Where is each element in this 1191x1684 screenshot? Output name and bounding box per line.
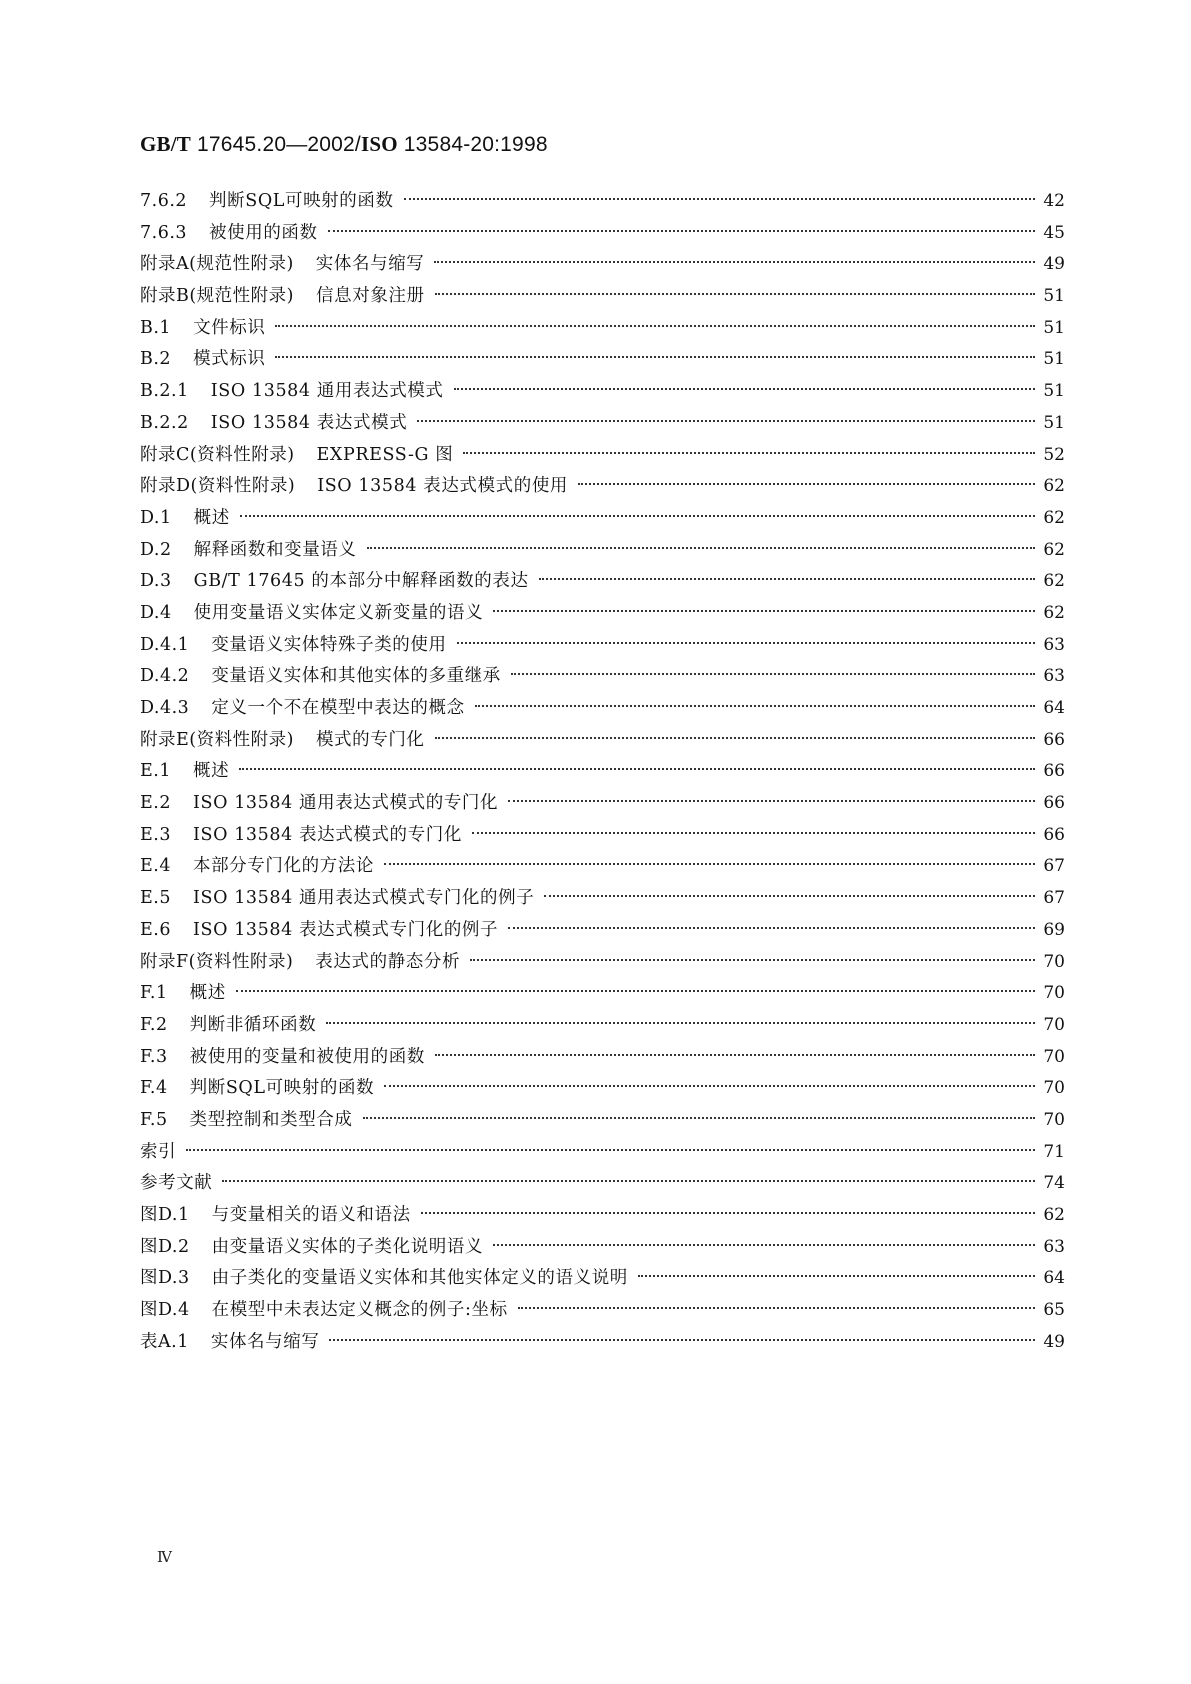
toc-entry-title: 被使用的变量和被使用的函数 xyxy=(189,1046,425,1067)
toc-entry-page: 51 xyxy=(1043,317,1065,338)
toc-entry[interactable] xyxy=(140,1105,1065,1137)
toc-entry-title: 实体名与缩写 xyxy=(210,1331,320,1352)
toc-entry[interactable] xyxy=(140,693,1065,725)
toc-entry[interactable] xyxy=(140,471,1065,503)
toc-entry-page: 62 xyxy=(1043,476,1065,497)
toc-entry-number: B.2.1 xyxy=(140,381,189,402)
toc-entry[interactable] xyxy=(140,249,1065,281)
table-of-contents xyxy=(140,186,1065,1358)
toc-dot-leader xyxy=(508,800,1035,802)
toc-entry-page: 62 xyxy=(1043,539,1065,560)
toc-entry-page: 66 xyxy=(1043,793,1065,814)
header-iso-number: 13584-20:1998 xyxy=(397,133,548,156)
toc-entry-page: 62 xyxy=(1043,571,1065,592)
toc-entry-number: E.5 xyxy=(140,888,171,909)
toc-dot-leader xyxy=(435,1054,1035,1056)
toc-entry-title: 概述 xyxy=(189,983,226,1004)
toc-entry-page: 70 xyxy=(1043,1046,1065,1067)
toc-dot-leader xyxy=(493,1244,1035,1246)
toc-dot-leader xyxy=(508,927,1035,929)
toc-dot-leader xyxy=(493,610,1035,612)
toc-dot-leader xyxy=(384,863,1035,865)
toc-dot-leader xyxy=(275,356,1035,358)
toc-entry[interactable] xyxy=(140,788,1065,820)
toc-entry-page: 64 xyxy=(1043,698,1065,718)
toc-dot-leader xyxy=(186,1149,1035,1151)
toc-dot-leader xyxy=(421,1212,1035,1214)
toc-entry-number: B.1 xyxy=(140,317,172,338)
toc-entry[interactable] xyxy=(140,376,1065,408)
toc-entry-number: D.4.1 xyxy=(140,634,190,655)
toc-entry-title: 使用变量语义实体定义新变量的语义 xyxy=(193,602,484,623)
toc-entry-number: 表A.1 xyxy=(140,1331,189,1352)
toc-dot-leader xyxy=(518,1307,1035,1309)
toc-dot-leader xyxy=(638,1275,1035,1277)
toc-entry-page: 49 xyxy=(1043,254,1065,275)
toc-entry-number: D.2 xyxy=(140,539,172,560)
toc-entry-page: 52 xyxy=(1043,444,1065,465)
toc-dot-leader xyxy=(236,990,1035,992)
toc-entry-number: E.4 xyxy=(140,856,171,877)
toc-entry[interactable] xyxy=(140,1073,1065,1105)
toc-dot-leader xyxy=(384,1085,1035,1087)
toc-entry-title: 解释函数和变量语义 xyxy=(193,539,357,560)
toc-entry-number: 图D.2 xyxy=(140,1236,190,1257)
toc-entry[interactable] xyxy=(140,566,1065,598)
toc-dot-leader xyxy=(435,737,1035,739)
toc-entry[interactable] xyxy=(140,1010,1065,1042)
toc-dot-leader xyxy=(544,895,1035,897)
toc-entry-page: 71 xyxy=(1043,1141,1065,1162)
toc-dot-leader xyxy=(463,452,1035,454)
toc-entry-number: 图D.1 xyxy=(140,1205,190,1225)
toc-entry-page: 70 xyxy=(1043,1109,1065,1130)
toc-entry-page: 70 xyxy=(1043,1078,1065,1099)
toc-entry-page: 51 xyxy=(1043,286,1065,307)
toc-dot-leader xyxy=(326,1022,1035,1024)
toc-entry[interactable] xyxy=(140,630,1065,662)
toc-entry-page: 62 xyxy=(1043,1205,1065,1225)
toc-entry-number: 附录C(资料性附录) xyxy=(140,444,295,465)
toc-entry-number: D.4.2 xyxy=(140,666,190,687)
toc-entry-number: 7.6.2 xyxy=(140,191,188,211)
toc-dot-leader xyxy=(367,547,1035,549)
toc-entry-number: 附录A(规范性附录) xyxy=(140,254,294,275)
toc-entry-number: F.2 xyxy=(140,1014,168,1035)
toc-entry-number: 附录E(资料性附录) xyxy=(140,729,294,750)
toc-entry-title: 模式的专门化 xyxy=(315,729,425,750)
toc-dot-leader xyxy=(240,515,1035,517)
toc-entry-title: 文件标识 xyxy=(193,317,266,338)
toc-dot-leader xyxy=(457,642,1035,644)
toc-dot-leader xyxy=(328,230,1035,232)
toc-entry-number: 7.6.3 xyxy=(140,222,188,243)
toc-entry-page: 51 xyxy=(1043,349,1065,370)
toc-entry-page: 49 xyxy=(1043,1331,1065,1352)
toc-entry-title: ISO 13584 表达式模式的专门化 xyxy=(192,824,462,845)
toc-entry-title: ISO 13584 通用表达式模式专门化的例子 xyxy=(192,888,535,909)
toc-entry-number: E.3 xyxy=(140,824,171,845)
toc-entry-title: 定义一个不在模型中表达的概念 xyxy=(211,698,465,718)
toc-entry-number: 附录B(规范性附录) xyxy=(140,286,295,307)
toc-entry-number: 附录F(资料性附录) xyxy=(140,951,294,972)
toc-entry[interactable] xyxy=(140,915,1065,947)
toc-entry-number: D.4.3 xyxy=(140,698,190,718)
toc-dot-leader xyxy=(511,673,1035,675)
toc-entry-title: 信息对象注册 xyxy=(316,286,425,307)
toc-dot-leader xyxy=(363,1117,1035,1119)
toc-entry-title: 概述 xyxy=(193,507,230,528)
toc-entry-title: 与变量相关的语义和语法 xyxy=(211,1205,411,1225)
toc-entry-title: ISO 13584 表达式模式的使用 xyxy=(317,476,569,497)
toc-entry-number: 附录D(资料性附录) xyxy=(140,476,296,497)
toc-dot-leader xyxy=(329,1339,1035,1341)
toc-entry-number: 图D.3 xyxy=(140,1268,190,1289)
toc-entry[interactable] xyxy=(140,186,1065,218)
toc-entry-page: 69 xyxy=(1043,919,1065,940)
toc-entry-title: ISO 13584 表达式模式 xyxy=(210,412,408,433)
toc-entry-title: ISO 13584 通用表达式模式的专门化 xyxy=(192,793,499,814)
header-number: 17645.20—2002/ xyxy=(190,133,361,156)
toc-entry-title: 判断SQL可映射的函数 xyxy=(209,191,394,211)
toc-entry-number: D.4 xyxy=(140,602,172,623)
toc-entry[interactable] xyxy=(140,313,1065,345)
toc-entry[interactable] xyxy=(140,408,1065,440)
toc-entry-number: B.2 xyxy=(140,349,172,370)
toc-entry-title: 在模型中未表达定义概念的例子:坐标 xyxy=(211,1300,508,1321)
toc-entry[interactable] xyxy=(140,1042,1065,1074)
toc-entry-title: ISO 13584 通用表达式模式 xyxy=(210,381,444,402)
toc-dot-leader xyxy=(472,832,1035,834)
toc-entry-title: 被使用的函数 xyxy=(209,222,318,243)
toc-entry-title: EXPRESS-G 图 xyxy=(316,444,454,465)
toc-dot-leader xyxy=(404,198,1035,200)
toc-entry-title: 判断SQL可映射的函数 xyxy=(189,1078,375,1099)
toc-entry-page: 64 xyxy=(1043,1268,1065,1289)
toc-entry-title: ISO 13584 表达式模式专门化的例子 xyxy=(192,919,499,940)
toc-dot-leader xyxy=(475,705,1035,707)
toc-entry[interactable] xyxy=(140,661,1065,693)
toc-entry[interactable] xyxy=(140,1295,1065,1327)
toc-entry-page: 74 xyxy=(1043,1173,1065,1194)
toc-entry[interactable] xyxy=(140,598,1065,630)
toc-entry[interactable] xyxy=(140,503,1065,535)
toc-entry[interactable] xyxy=(140,820,1065,852)
toc-entry-number: D.3 xyxy=(140,571,172,592)
toc-entry-page: 51 xyxy=(1043,381,1065,402)
toc-entry-page: 67 xyxy=(1043,856,1065,877)
toc-entry[interactable] xyxy=(140,883,1065,915)
toc-entry-number: E.2 xyxy=(140,793,171,814)
toc-entry-page: 70 xyxy=(1043,1014,1065,1035)
toc-entry[interactable] xyxy=(140,1137,1065,1169)
toc-entry-title: 由变量语义实体的子类化说明语义 xyxy=(211,1236,484,1257)
toc-entry[interactable] xyxy=(140,1327,1065,1359)
toc-entry-page: 70 xyxy=(1043,983,1065,1004)
page-number: Ⅳ xyxy=(157,1548,172,1566)
toc-entry-number: E.1 xyxy=(140,761,171,782)
toc-entry-title: GB/T 17645 的本部分中解释函数的表达 xyxy=(193,571,529,592)
toc-entry[interactable] xyxy=(140,1200,1065,1232)
toc-entry-page: 63 xyxy=(1043,634,1065,655)
toc-entry-page: 67 xyxy=(1043,888,1065,909)
toc-entry-title: 类型控制和类型合成 xyxy=(189,1109,353,1130)
toc-entry[interactable] xyxy=(140,756,1065,788)
toc-entry-page: 70 xyxy=(1043,951,1065,972)
toc-dot-leader xyxy=(470,959,1035,961)
toc-dot-leader xyxy=(539,578,1035,580)
toc-entry[interactable] xyxy=(140,440,1065,472)
toc-entry-title: 实体名与缩写 xyxy=(315,254,425,275)
toc-entry[interactable] xyxy=(140,535,1065,567)
toc-entry[interactable] xyxy=(140,218,1065,250)
toc-entry-page: 66 xyxy=(1043,761,1065,782)
toc-entry-title: 变量语义实体和其他实体的多重继承 xyxy=(211,666,501,687)
toc-entry-page: 42 xyxy=(1043,191,1065,211)
toc-entry[interactable] xyxy=(140,947,1065,979)
toc-dot-leader xyxy=(435,293,1035,295)
toc-dot-leader xyxy=(454,388,1035,390)
toc-entry-title: 参考文献 xyxy=(140,1173,213,1194)
toc-entry-number: F.4 xyxy=(140,1078,168,1099)
toc-dot-leader xyxy=(275,325,1035,327)
toc-entry-number: 图D.4 xyxy=(140,1300,190,1321)
toc-dot-leader xyxy=(578,483,1035,485)
toc-entry-title: 本部分专门化的方法论 xyxy=(192,856,374,877)
toc-entry-page: 45 xyxy=(1043,222,1065,243)
toc-entry[interactable] xyxy=(140,978,1065,1010)
toc-entry-number: F.1 xyxy=(140,983,168,1004)
toc-entry-page: 62 xyxy=(1043,602,1065,623)
toc-entry-title: 变量语义实体特殊子类的使用 xyxy=(211,634,447,655)
toc-dot-leader xyxy=(239,768,1035,770)
toc-dot-leader xyxy=(434,261,1035,263)
toc-entry-page: 66 xyxy=(1043,824,1065,845)
toc-entry-page: 62 xyxy=(1043,507,1065,528)
toc-entry[interactable] xyxy=(140,344,1065,376)
standard-header xyxy=(140,132,548,157)
toc-entry-title: 概述 xyxy=(192,761,230,782)
toc-entry-page: 65 xyxy=(1043,1300,1065,1321)
toc-entry-number: F.3 xyxy=(140,1046,168,1067)
toc-entry[interactable] xyxy=(140,1263,1065,1295)
toc-entry-title: 判断非循环函数 xyxy=(189,1014,317,1035)
header-gbt: GB/T xyxy=(140,132,191,156)
toc-entry-title: 模式标识 xyxy=(193,349,266,370)
toc-dot-leader xyxy=(222,1180,1035,1182)
toc-entry-number: D.1 xyxy=(140,507,172,528)
toc-entry-title: 表达式的静态分析 xyxy=(315,951,461,972)
header-iso: ISO xyxy=(360,132,398,156)
toc-entry-page: 66 xyxy=(1043,729,1065,750)
toc-entry[interactable] xyxy=(140,281,1065,313)
toc-entry[interactable] xyxy=(140,1232,1065,1264)
toc-entry-number: F.5 xyxy=(140,1109,168,1130)
toc-entry-number: E.6 xyxy=(140,919,171,940)
toc-entry[interactable] xyxy=(140,725,1065,757)
toc-entry-page: 51 xyxy=(1043,412,1065,433)
toc-entry-title: 索引 xyxy=(140,1141,177,1162)
toc-entry-page: 63 xyxy=(1043,666,1065,687)
toc-entry-number: B.2.2 xyxy=(140,412,189,433)
toc-entry-title: 由子类化的变量语义实体和其他实体定义的语义说明 xyxy=(211,1268,628,1289)
toc-entry[interactable] xyxy=(140,1168,1065,1200)
toc-entry-page: 63 xyxy=(1043,1236,1065,1257)
toc-entry[interactable] xyxy=(140,851,1065,883)
toc-dot-leader xyxy=(417,420,1035,422)
